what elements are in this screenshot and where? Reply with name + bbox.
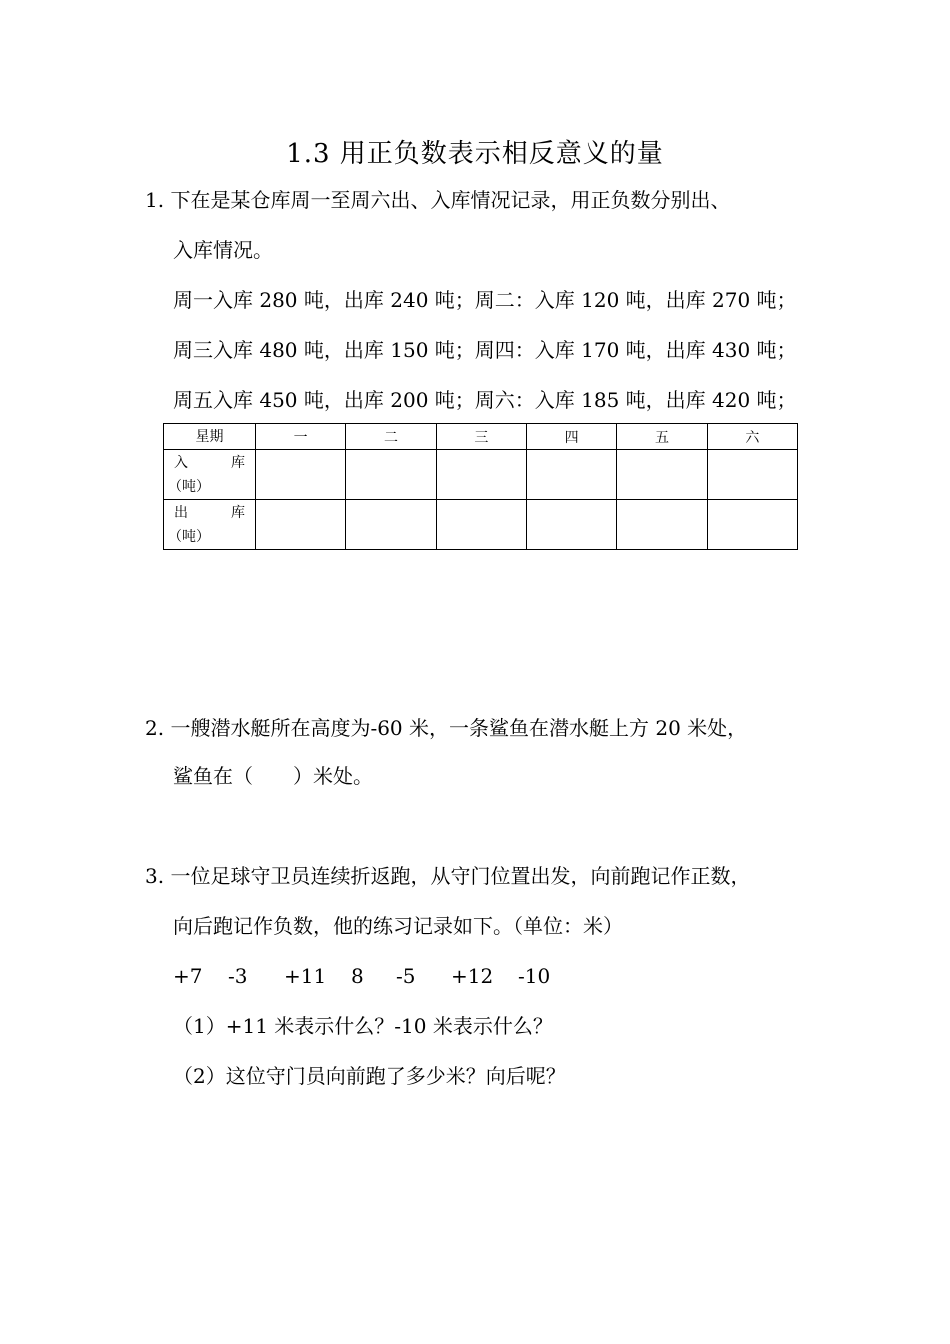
- day-header: 三: [436, 424, 526, 450]
- answer-cell[interactable]: [436, 450, 526, 500]
- question-3-sub-1: （1）+11 米表示什么？-10 米表示什么？: [173, 1014, 553, 1038]
- record-value: +12: [451, 964, 494, 988]
- question-2-line-1: [145, 713, 747, 743]
- record-value: 8: [351, 964, 364, 988]
- question-2-line-2: 鲨鱼在（ ）米处。: [173, 764, 373, 788]
- answer-cell[interactable]: [526, 500, 616, 550]
- question-1-data-line-2: 周三入库 480 吨，出库 150 吨；周四：入库 170 吨，出库 430 吨；: [173, 338, 797, 362]
- answer-cell[interactable]: [617, 450, 707, 500]
- question-1-line-2: 入库情况。: [173, 238, 273, 262]
- record-value: -10: [518, 964, 551, 988]
- answer-cell[interactable]: [707, 500, 797, 550]
- answer-cell[interactable]: [346, 500, 436, 550]
- table-row-in: [164, 450, 798, 500]
- row-label-a: 出: [174, 504, 188, 521]
- page-title: 1.3 用正负数表示相反意义的量: [286, 139, 664, 169]
- table-header-row: [164, 424, 798, 450]
- day-header: 四: [526, 424, 616, 450]
- table-row-out: [164, 500, 798, 550]
- answer-cell[interactable]: [346, 450, 436, 500]
- answer-cell[interactable]: [707, 450, 797, 500]
- question-1-data-line-3: 周五入库 450 吨，出库 200 吨；周六：入库 185 吨，出库 420 吨；: [173, 388, 797, 412]
- row-unit: （吨）: [168, 528, 210, 545]
- question-1-text-1: 下在是某仓库周一至周六出、入库情况记录，用正负数分别出、: [170, 188, 731, 212]
- row-unit: （吨）: [168, 478, 210, 495]
- question-2-number: 2.: [145, 716, 165, 740]
- warehouse-table: [163, 423, 798, 550]
- record-value: +7: [173, 964, 203, 988]
- answer-cell[interactable]: [256, 450, 346, 500]
- row-label-a: 入: [174, 454, 188, 471]
- question-3-line-1: [145, 861, 750, 891]
- header-label: 星期: [164, 424, 256, 450]
- question-3-sub-2: （2）这位守门员向前跑了多少米？向后呢？: [173, 1064, 566, 1088]
- row-label-b: 库: [231, 454, 245, 471]
- answer-cell[interactable]: [617, 500, 707, 550]
- day-header: 五: [617, 424, 707, 450]
- day-header: 一: [256, 424, 346, 450]
- row-label-b: 库: [231, 504, 245, 521]
- answer-cell[interactable]: [436, 500, 526, 550]
- day-header: 六: [707, 424, 797, 450]
- question-2-text-1: 一艘潜水艇所在高度为-60 米，一条鲨鱼在潜水艇上方 20 米处，: [170, 716, 748, 740]
- record-value: -5: [396, 964, 416, 988]
- row-label-in: [164, 450, 256, 500]
- record-value: -3: [228, 964, 248, 988]
- day-header: 二: [346, 424, 436, 450]
- answer-cell[interactable]: [256, 500, 346, 550]
- question-3-line-2: 向后跑记作负数，他的练习记录如下。（单位：米）: [173, 914, 623, 938]
- question-1-line-1: [145, 185, 730, 215]
- question-1-number: 1.: [145, 188, 165, 212]
- question-1-data-line-1: 周一入库 280 吨，出库 240 吨；周二：入库 120 吨，出库 270 吨；: [173, 288, 797, 312]
- question-3-text-1: 一位足球守卫员连续折返跑，从守门位置出发，向前跑记作正数，: [170, 864, 751, 888]
- record-value: +11: [284, 964, 327, 988]
- row-label-out: [164, 500, 256, 550]
- answer-cell[interactable]: [526, 450, 616, 500]
- question-3-number: 3.: [145, 864, 165, 888]
